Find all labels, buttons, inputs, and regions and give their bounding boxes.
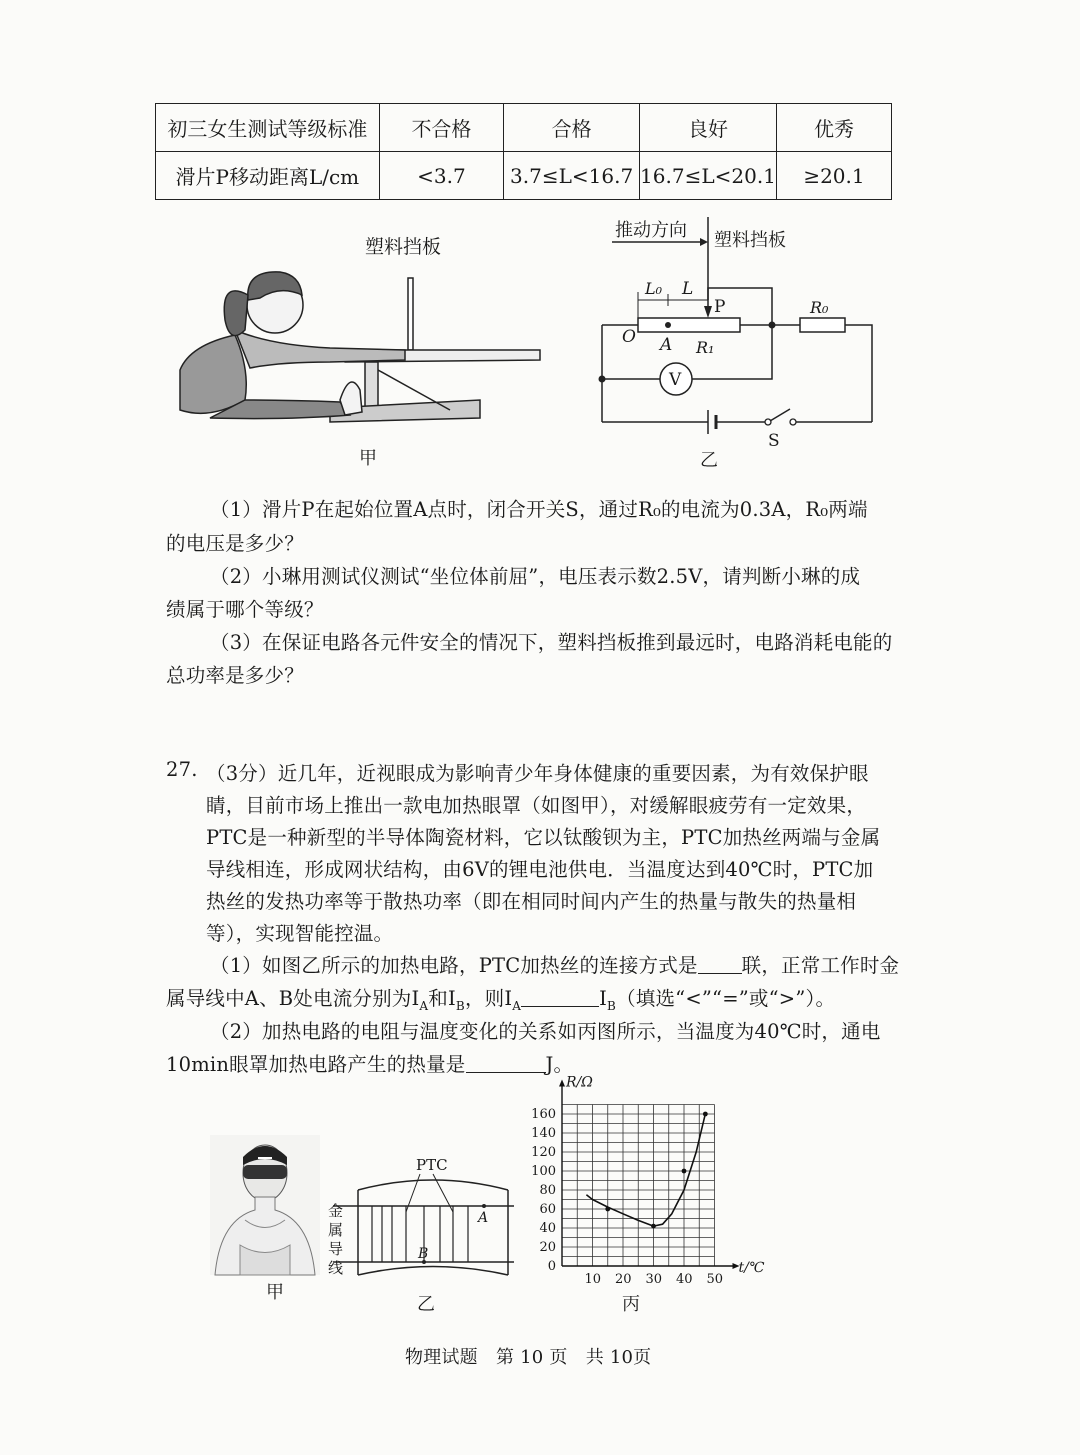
a-label: A (660, 335, 673, 355)
board-label-2: 塑料挡板 (714, 230, 786, 251)
caption-jia-1: 甲 (359, 448, 377, 469)
y-tick-label: 80 (539, 1183, 556, 1198)
push-direction-label: 推动方向 (615, 220, 687, 241)
y-tick-label: 140 (531, 1126, 556, 1141)
point-a-label: A (478, 1210, 489, 1226)
table-header-row (156, 104, 892, 152)
table-cell: 合格 (504, 104, 640, 152)
caption-jia-2: 甲 (266, 1282, 284, 1303)
text-span: （1）如图乙所示的加热电路，PTC加热丝的连接方式是 (210, 954, 698, 977)
text-span: 和I (428, 987, 456, 1010)
text-span: J。 (545, 1053, 574, 1076)
wire-label-char: 属 (328, 1221, 344, 1239)
answer-blank-2[interactable] (521, 988, 599, 1007)
r0-label: R₀ (810, 298, 829, 317)
q27-p2-line1: （2）加热电路的电阻与温度变化的关系如丙图所示，当温度为40℃时，通电 (210, 1020, 881, 1043)
subscript: A (419, 998, 429, 1013)
y-tick-label: 160 (531, 1107, 556, 1122)
wire-label-char: 金 (328, 1202, 344, 1220)
table-cell: <3.7 (379, 152, 504, 200)
q27-line5: 热丝的发热功率等于散热功率（即在相同时间内产生的热量与散失的热量相 (206, 890, 857, 913)
q26-3-line1: （3）在保证电路各元件安全的情况下，塑料挡板推到最远时，电路消耗电能的 (210, 631, 893, 654)
sit-reach-figure (150, 250, 550, 470)
y-tick-label: 20 (539, 1240, 556, 1255)
y-tick-label: 40 (539, 1221, 556, 1236)
board-label: 塑料挡板 (365, 236, 442, 258)
voltmeter-label: V (669, 370, 682, 390)
caption-yi-1: 乙 (700, 450, 718, 471)
answer-blank-1[interactable] (698, 955, 742, 974)
y-axis-arrow (559, 1080, 565, 1087)
subscript: B (455, 998, 465, 1013)
l-label: L (682, 279, 694, 299)
q26-1-line1: （1）滑片P在起始位置A点时，闭合开关S，通过R₀的电流为0.3A，R₀两端 (210, 498, 868, 521)
x-tick-label: 30 (645, 1272, 663, 1287)
q27-line6: 等），实现智能控温。 (206, 922, 394, 945)
text-span: ，则I (464, 987, 513, 1010)
p-label: P (714, 297, 726, 317)
table-cell: ≥20.1 (776, 152, 891, 200)
data-point (605, 1207, 610, 1212)
q27-number: 27. (166, 758, 198, 781)
y-tick-label: 100 (531, 1164, 556, 1179)
x-tick-label: 10 (584, 1272, 602, 1287)
x-tick-label: 50 (706, 1272, 724, 1287)
chart-grid (562, 1105, 715, 1267)
q27-p2-line2 (166, 1049, 573, 1077)
table-cell: 良好 (639, 104, 776, 152)
page-footer: 物理试题 第 10 页 共 10页 (405, 1347, 652, 1368)
caption-bing: 丙 (622, 1294, 640, 1315)
s-label: S (768, 431, 780, 451)
q26-1-line2: 的电压是多少？ (166, 532, 304, 555)
y-tick-label: 0 (547, 1259, 556, 1274)
q27-line3: PTC是一种新型的半导体陶瓷材料，它以钛酸钡为主，PTC加热丝两端与金属 (206, 826, 881, 849)
grade-standard-table (155, 103, 892, 200)
chart-ticks (531, 1107, 723, 1287)
data-point (703, 1112, 708, 1117)
x-tick-label: 40 (676, 1272, 693, 1287)
table-cell: 初三女生测试等级标准 (156, 104, 380, 152)
subscript: B (607, 998, 617, 1013)
l0-label: L₀ (645, 279, 663, 298)
data-point (651, 1224, 656, 1229)
table-cell: 3.7≤L<16.7 (504, 152, 640, 200)
resistance-temperature-chart (530, 1070, 770, 1300)
subscript: A (512, 998, 522, 1013)
q26-2-line2: 绩属于哪个等级？ (166, 598, 324, 621)
x-axis-label: t/℃ (738, 1260, 765, 1276)
q26-3-line2: 总功率是多少？ (166, 664, 304, 687)
chart-series (586, 1112, 707, 1229)
table-cell: 滑片P移动距离L/cm (156, 152, 380, 200)
q27-line1: （3分）近几年，近视眼成为影响青少年身体健康的重要因素，为有效保护眼 (206, 762, 869, 785)
y-axis-label: R/Ω (566, 1074, 593, 1091)
table-row (156, 152, 892, 200)
text-span: 10min眼罩加热电路产生的热量是 (166, 1053, 466, 1076)
ptc-circuit-diagram (328, 1150, 528, 1280)
x-tick-label: 20 (615, 1272, 632, 1287)
circuit-diagram (590, 212, 890, 462)
o-label: O (622, 327, 636, 347)
wire-label-char: 线 (328, 1259, 344, 1277)
r1-label: R₁ (696, 338, 715, 357)
q27-line2: 睛，目前市场上推出一款电加热眼罩（如图甲），对缓解眼疲劳有一定效果， (206, 794, 867, 817)
table-cell: 不合格 (379, 104, 504, 152)
q26-2-line1: （2）小琳用测试仪测试“坐位体前屈”，电压表示数2.5V，请判断小琳的成 (210, 565, 861, 588)
eye-mask-photo (210, 1135, 320, 1275)
ptc-label: PTC (416, 1156, 448, 1174)
text-span: （填选“<”“=”或“>”）。 (616, 987, 836, 1010)
text-span: 联，正常工作时金 (741, 954, 900, 977)
caption-yi-2: 乙 (417, 1294, 435, 1315)
table-cell: 优秀 (776, 104, 891, 152)
q27-p1-line2 (166, 983, 835, 1013)
point-b-label: B (418, 1246, 429, 1262)
q27-p1-line1 (210, 950, 899, 978)
table-cell: 16.7≤L<20.1 (639, 152, 776, 200)
text-span: 属导线中A、B处电流分别为I (166, 987, 420, 1010)
q27-line4: 导线相连，形成网状结构，由6V的锂电池供电．当温度达到40℃时，PTC加 (206, 858, 874, 881)
data-point (682, 1169, 687, 1174)
y-tick-label: 60 (539, 1202, 556, 1217)
wire-label-char: 导 (328, 1240, 344, 1258)
y-tick-label: 120 (531, 1145, 556, 1160)
chart-axes (559, 1080, 740, 1270)
text-span: I (599, 987, 608, 1010)
